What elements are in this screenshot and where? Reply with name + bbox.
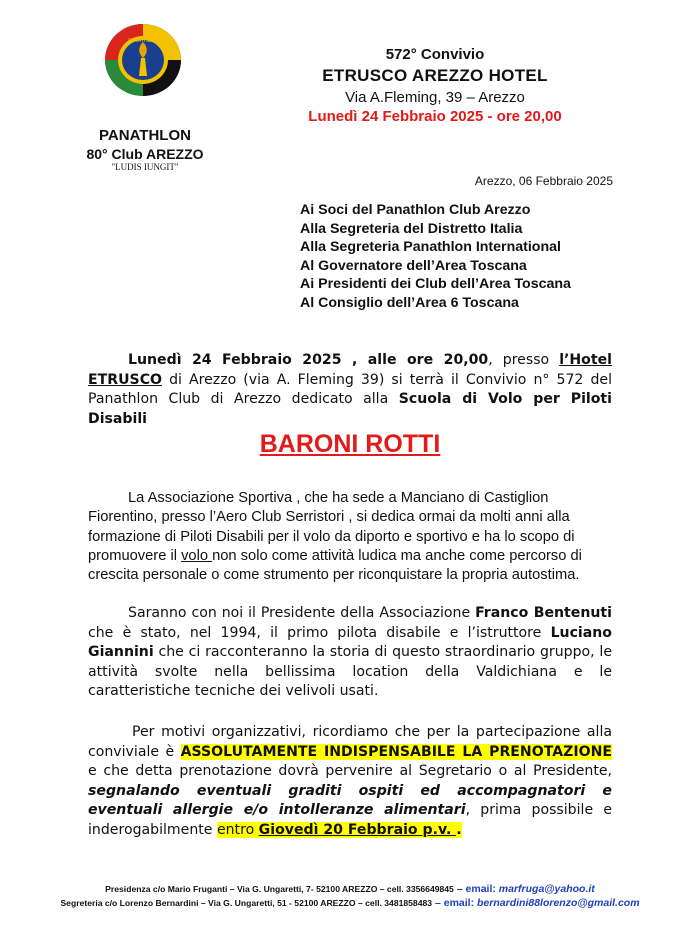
recipient-item: Alla Segreteria del Distretto Italia [300,220,523,237]
event-datetime: Lunedì 24 Febbraio 2025 - ore 20,00 [308,108,562,125]
email-label: – email: [432,897,478,909]
association-text: non solo come attività ludica ma anche come percorso di crescita personale o come strumento per riconquistare la propria autostima. [88,547,582,584]
booking-deadline: Giovedì 20 Febbraio p.v. [258,821,457,838]
venue-prefix: l’ [559,352,570,368]
intro-separator: , alle ore [341,352,444,368]
booking-required-notice: ASSOLUTAMENTE INDISPENSABILE LA PRENOTAZIONE [180,743,613,760]
booking-text: e che detta prenotazione dovrà pervenire al Segretario o al Presidente, [88,763,612,780]
association-text: La Associazione Sportiva , che ha sede a Manciano di Castiglion Fiorentino, presso l’Aero Club Serristori , si dedica ormai da molti anni alla formazione di Piloti Disabili per il volo da diporto e sportivo e ha lo scopo di promuovere il [88,490,575,564]
footer-president-contact [60,883,640,895]
recipient-item: Alla Segreteria Panathlon International [300,239,561,256]
intro-text: , presso [488,352,560,368]
event-date: Lunedì 24 Febbraio 2025 [128,352,342,368]
recipient-item: Al Governatore dell’Area Toscana [300,257,527,274]
letter-date: Arezzo, 06 Febbraio 2025 [474,174,613,188]
club-name: PANATHLON [99,127,191,144]
secretary-email-link[interactable]: bernardini88lorenzo@gmail.com [477,897,640,909]
footer-text: Segreteria c/o Lorenzo Bernardini – Via G. Ungaretti, 51 - 52100 AREZZO – cell. 3481858483 [60,898,433,908]
event-topic: Scuola di Volo per Piloti Disabili [88,391,612,427]
intro-paragraph [88,351,612,429]
recipient-item: Al Consiglio dell’Area 6 Toscana [300,294,519,311]
deadline-prefix: entro [216,821,259,838]
event-title: BARONI ROTTI [259,430,441,458]
association-underlined: volo [181,547,213,564]
recipient-item: Ai Presidenti dei Club dell’Area Toscana [300,276,571,293]
guests-text: che ci racconteranno la storia di questo straordinario gruppo, le attività svolte nella bellissima location della Valdichiana e le caratteristiche tecniche dei velivoli usati. [88,644,612,700]
instructor-name: Luciano Giannini [88,624,612,661]
booking-text: Per motivi organizzativi, ricordiamo che per la partecipazione alla conviviale è [88,724,612,760]
booking-paragraph [88,723,612,841]
association-paragraph [88,489,612,585]
recipient-item: Ai Soci del Panathlon Club Arezzo [300,202,531,218]
guests-text: che è stato, nel 1994, il primo pilota disabile e l’istruttore [88,624,551,641]
email-label: – email: [453,883,499,895]
event-time: 20,00 [443,352,489,368]
allergy-note: segnalando eventuali graditi ospiti ed accompagnatori e eventuali allergie e/o intolleranze alimentari [88,782,612,819]
guests-text: Saranno con noi il Presidente della Associazione [128,605,476,621]
svg-text:PANATHLON: PANATHLON [128,38,158,44]
president-email-link[interactable]: marfruga@yahoo.it [498,883,595,895]
president-name: Franco Bentenuti [475,605,612,621]
panathlon-logo [103,22,183,98]
club-motto: "LUDIS IUNGIT" [111,162,179,172]
hotel-address: Via A.Fleming, 39 – Arezzo [345,89,525,106]
footer-text: Presidenza c/o Mario Fruganti – Via G. Ungaretti, 7- 52100 AREZZO – cell. 3356649845 [105,884,454,894]
venue-name: Hotel ETRUSCO [88,352,612,388]
recipients-list [300,201,571,313]
booking-text: , prima possibile e inderogabilmente [88,802,612,838]
club-number: 80° Club AREZZO [86,146,204,162]
convivio-number: 572° Convivio [385,46,485,63]
hotel-name: ETRUSCO AREZZO HOTEL [322,66,548,85]
footer-secretary-contact [60,897,640,909]
guests-paragraph [88,604,612,702]
intro-text: di Arezzo (via A. Fleming 39) si terrà il Convivio n° 572 del Panathlon Club di Arezzo dedicato alla [88,371,612,408]
deadline-suffix: . [456,821,462,838]
